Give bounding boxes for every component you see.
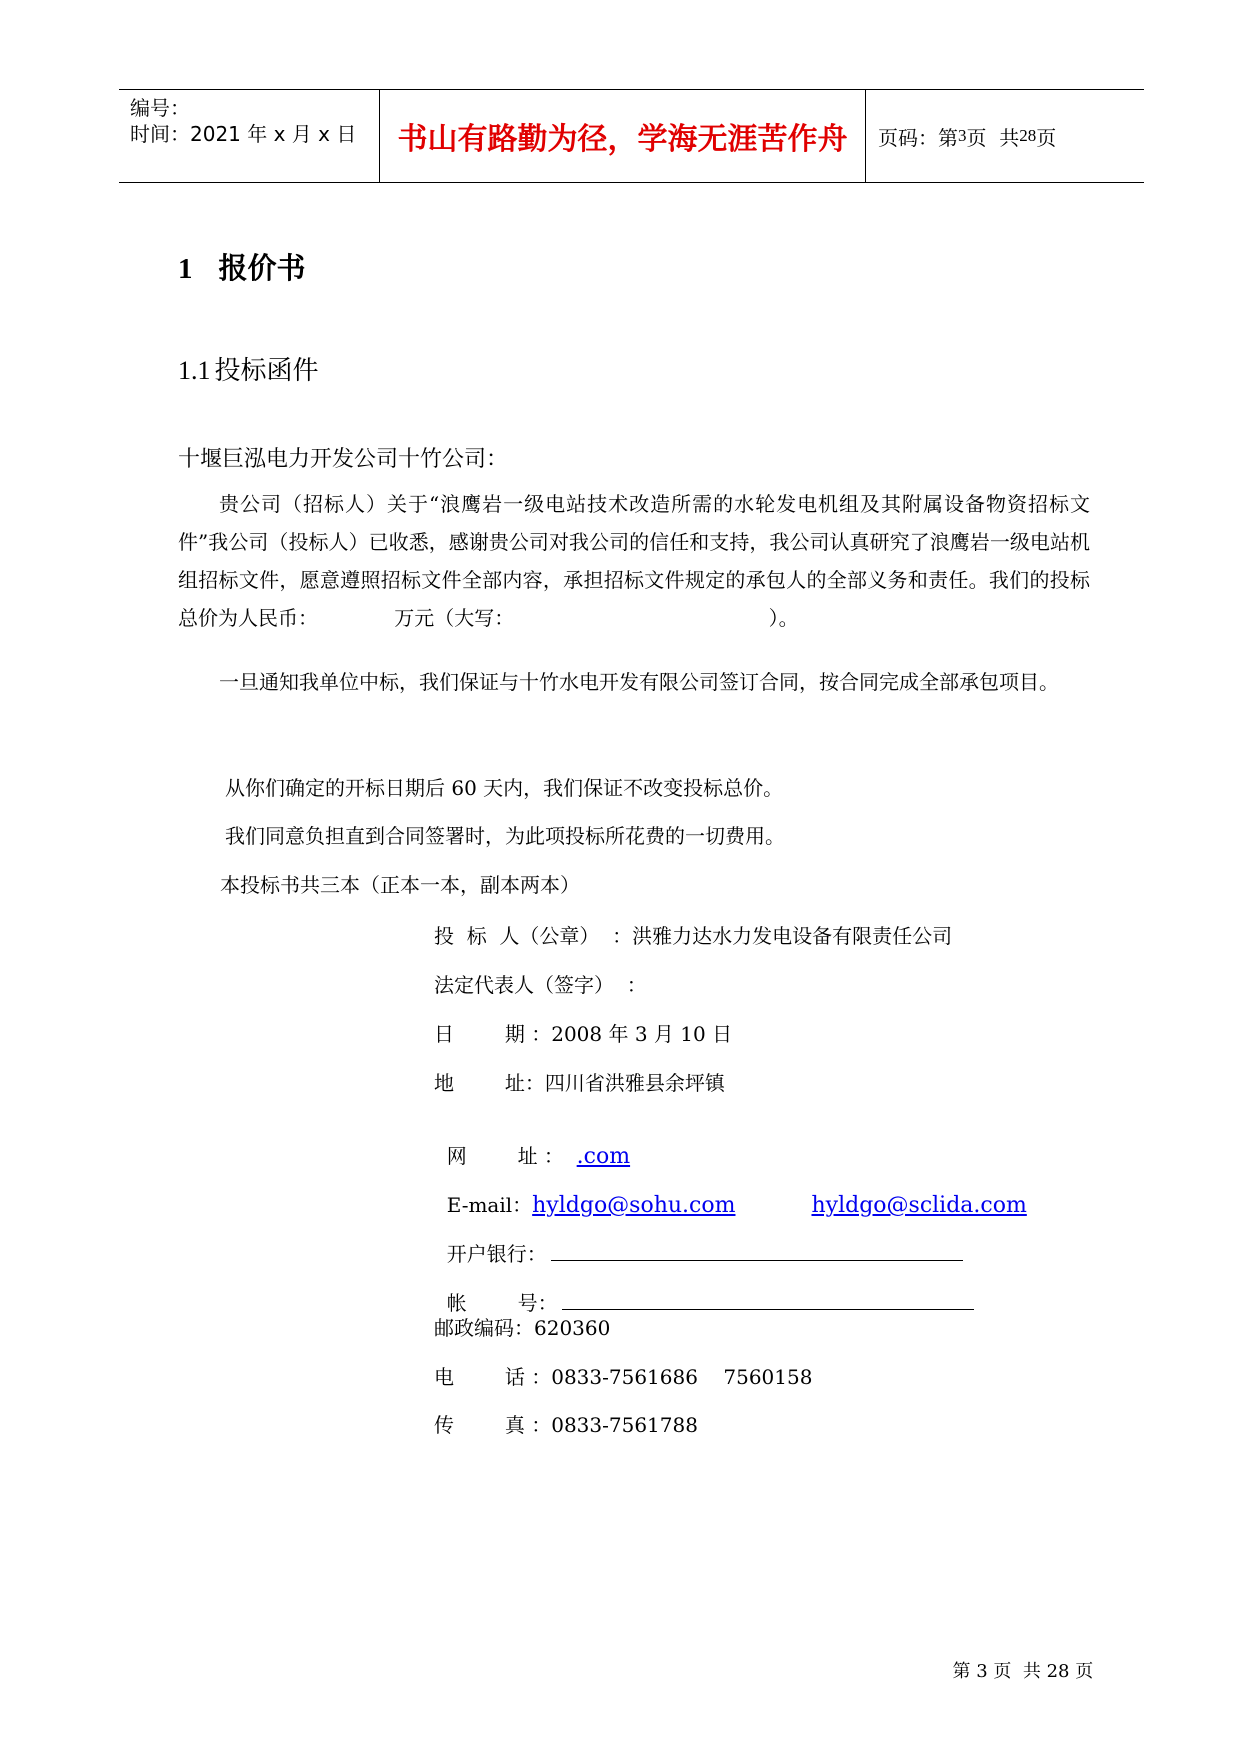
website-line [434,1116,630,1169]
legal-representative-line: 法定代表人（签字） ： [434,973,647,997]
footer-current: 3 [976,1661,988,1682]
header-time-label: 时间：2021 年 x 月 x 日 [130,122,357,146]
email-link-sohu[interactable]: hyldgo@sohu.com [532,1193,736,1218]
heading-2-title: 投标函件 [214,356,319,386]
heading-2-number: 1.1 [178,356,211,385]
account-blank [562,1289,974,1310]
header-meta [119,90,379,182]
website-link[interactable]: .com [576,1144,631,1169]
bank-line [434,1214,963,1267]
address-line: 地 址：四川省洪雅县余坪镇 [434,1071,725,1095]
paragraph-contract-commitment: 一旦通知我单位中标，我们保证与十竹水电开发有限公司签订合同，按合同完成全部承包项目。 [219,670,1059,694]
heading-1-number: 1 [178,253,193,285]
header-page-suffix: 页 [1036,125,1057,150]
header-page-prefix: 页码：第 [878,125,958,150]
page-footer [941,1636,1093,1683]
email-line [434,1165,1027,1218]
account-line [434,1263,974,1316]
postcode-line: 邮政编码：620360 [434,1316,611,1340]
bank-blank [551,1240,963,1261]
fax-line: 传 真 ：0833-7561788 [434,1413,698,1437]
paragraph-validity: 从你们确定的开标日期后 60 天内，我们保证不改变投标总价。 [225,776,784,800]
website-label: 网 址 ： [446,1144,577,1168]
page-header [119,89,1144,183]
email-label: E-mail： [446,1193,533,1217]
footer-suffix: 页 [1075,1661,1094,1682]
salutation: 十堰巨泓电力开发公司十竹公司： [178,447,509,472]
bank-label: 开户银行： [446,1242,547,1266]
bidder-line: 投 标 人（公章） ：洪雅力达水力发电设备有限责任公司 [434,924,953,948]
footer-prefix: 第 [952,1661,971,1682]
header-id-label: 编号： [130,96,190,120]
account-label: 帐 号： [446,1291,558,1315]
footer-mid: 页 共 [993,1661,1041,1682]
phone-line: 电 话 ：0833-7561686 7560158 [434,1365,813,1389]
header-page-total: 28 [1019,126,1037,145]
paragraph-quote-intro: 贵公司（招标人）关于“浪鹰岩一级电站技术改造所需的水轮发电机组及其附属设备物资招标文件”我公司（投标人）已收悉，感谢贵公司对我公司的信任和支持，我公司认真研究了浪鹰岩一级电站机组招标文件，愿意遵照招标文件全部内容，承担招标文件规定的承包人的全部义务和责任。我们的投标总价为人民币： 万元（大写： ）。 [178,492,1090,630]
header-page-info [866,90,1156,182]
email-link-sclida[interactable]: hyldgo@sclida.com [811,1193,1027,1218]
heading-1 [178,246,306,287]
paragraph-costs: 我们同意负担直到合同签署时，为此项投标所花费的一切费用。 [225,824,785,848]
heading-2 [178,350,319,387]
paragraph-copies: 本投标书共三本（正本一本，副本两本） [220,873,580,897]
header-page-mid: 页 共 [966,125,1020,150]
header-page-current: 3 [958,126,967,145]
date-line: 日 期 ：2008 年 3 月 10 日 [434,1022,733,1046]
header-motto: 书山有路勤为径，学海无涯苦作舟 [379,90,866,182]
footer-total: 28 [1046,1661,1070,1682]
heading-1-title: 报价书 [218,251,306,285]
